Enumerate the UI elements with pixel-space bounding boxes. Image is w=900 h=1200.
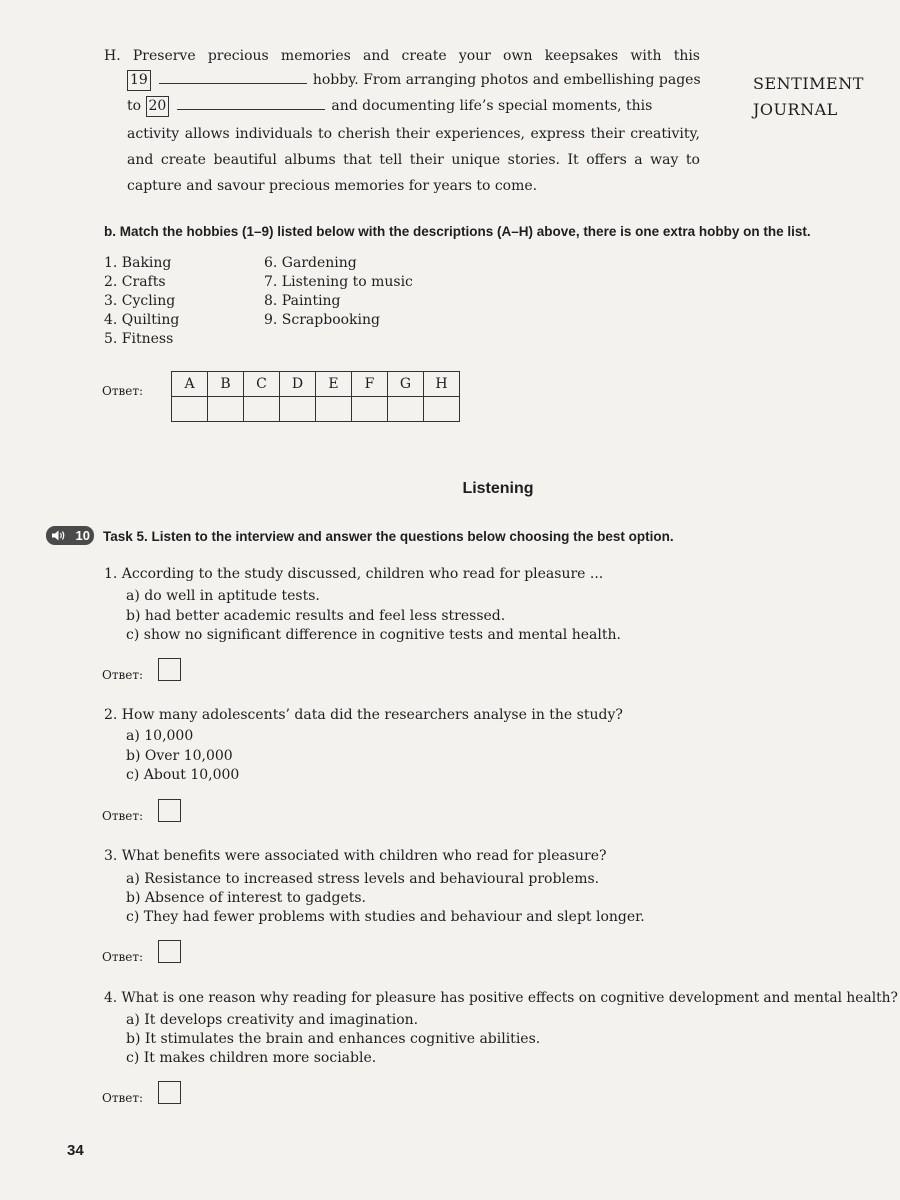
grid-letter: C [244, 372, 280, 397]
q2-option-a: a) 10,000 [126, 728, 194, 744]
q3-option-b: b) Absence of interest to gadgets. [126, 890, 366, 906]
grid-letter: B [208, 372, 244, 397]
page-number: 34 [67, 1142, 84, 1159]
q3-answer-box[interactable] [158, 940, 181, 963]
match-instruction: b. Match the hobbies (1–9) listed below with the descriptions (A–H) above, there is one extra hobby on the list. [104, 224, 811, 239]
q4-answer-box[interactable] [158, 1081, 181, 1104]
part-h-line-5: and create beautiful albums that tell their unique stories. It offers a way to [127, 152, 700, 168]
audio-track-badge[interactable] [46, 526, 94, 545]
hobby-item: 2. Crafts [104, 274, 166, 290]
hobby-item: 6. Gardening [264, 255, 357, 271]
gap-number-20: 20 [146, 96, 170, 117]
q3-option-a: a) Resistance to increased stress levels and behavioural problems. [126, 871, 600, 887]
grid-letter: D [280, 372, 316, 397]
q1-answer-label: Ответ: [102, 668, 144, 682]
grid-letter: G [388, 372, 424, 397]
audio-track-number: 10 [75, 528, 90, 543]
side-word-journal: JOURNAL [753, 100, 838, 119]
part-h-line-6: capture and savour precious memories for years to come. [127, 178, 538, 194]
listening-heading: Listening [462, 480, 534, 497]
answer-grid-header [172, 372, 460, 397]
gap-19-blank[interactable] [159, 69, 307, 84]
gap-number-19: 19 [127, 70, 151, 91]
q1-option-a: a) do well in aptitude tests. [126, 588, 320, 604]
part-h-line-4: activity allows individuals to cherish their experiences, express their creativity, [127, 126, 700, 142]
speaker-icon [52, 530, 66, 541]
q1-option-b: b) had better academic results and feel less stressed. [126, 608, 506, 624]
q4-option-b: b) It stimulates the brain and enhances cognitive abilities. [126, 1031, 541, 1047]
part-h-text-2: hobby. From arranging photos and embellishing pages [312, 72, 701, 88]
q1-option-c: c) show no significant difference in cognitive tests and mental health. [126, 627, 621, 643]
part-h-text-3a: to [127, 98, 142, 114]
answer-cell[interactable] [388, 397, 424, 422]
q3-option-c: c) They had fewer problems with studies and behaviour and slept longer. [126, 909, 645, 925]
answer-cell[interactable] [352, 397, 388, 422]
q2-answer-label: Ответ: [102, 809, 144, 823]
hobby-item: 3. Cycling [104, 293, 176, 309]
hobby-item: 4. Quilting [104, 312, 180, 328]
q2-option-c: c) About 10,000 [126, 767, 240, 783]
grid-letter: A [172, 372, 208, 397]
part-h-text-3b: and documenting life’s special moments, this [331, 98, 653, 114]
answer-grid-cells [172, 397, 460, 422]
grid-letter: E [316, 372, 352, 397]
grid-letter: H [424, 372, 460, 397]
part-h-line-3 [127, 95, 700, 117]
gap-20-blank[interactable] [177, 95, 325, 110]
question-3: 3. What benefits were associated with children who read for pleasure? [104, 848, 607, 864]
q3-answer-label: Ответ: [102, 950, 144, 964]
answer-cell[interactable] [280, 397, 316, 422]
listening-task: Task 5. Listen to the interview and answer the questions below choosing the best option. [103, 529, 674, 544]
hobby-list-2 [264, 254, 413, 330]
part-h-line-2 [127, 69, 700, 91]
q2-answer-box[interactable] [158, 799, 181, 822]
part-h-letter: H. [104, 48, 121, 64]
answer-cell[interactable] [424, 397, 460, 422]
q4-option-c: c) It makes children more sociable. [126, 1050, 377, 1066]
answer-grid [171, 371, 460, 422]
answer-cell[interactable] [244, 397, 280, 422]
side-word-sentiment: SENTIMENT [753, 74, 864, 93]
q2-option-b: b) Over 10,000 [126, 748, 233, 764]
q4-option-a: a) It develops creativity and imagination. [126, 1012, 419, 1028]
answer-cell[interactable] [208, 397, 244, 422]
hobby-list-1 [104, 254, 179, 349]
hobby-item: 5. Fitness [104, 331, 174, 347]
hobby-item: 7. Listening to music [264, 274, 413, 290]
answer-label: Ответ: [102, 384, 144, 398]
question-4: 4. What is one reason why reading for pleasure has positive effects on cognitive development and mental health? [104, 990, 898, 1006]
hobby-item: 1. Baking [104, 255, 172, 271]
q4-answer-label: Ответ: [102, 1091, 144, 1105]
hobby-item: 8. Painting [264, 293, 341, 309]
answer-cell[interactable] [172, 397, 208, 422]
q1-answer-box[interactable] [158, 658, 181, 681]
part-h-line-1 [104, 46, 700, 66]
question-1: 1. According to the study discussed, children who read for pleasure ... [104, 566, 604, 582]
question-2: 2. How many adolescents’ data did the researchers analyse in the study? [104, 707, 623, 723]
grid-letter: F [352, 372, 388, 397]
hobby-item: 9. Scrapbooking [264, 312, 380, 328]
answer-cell[interactable] [316, 397, 352, 422]
part-h-text-1: Preserve precious memories and create your own keepsakes with this [132, 48, 700, 64]
